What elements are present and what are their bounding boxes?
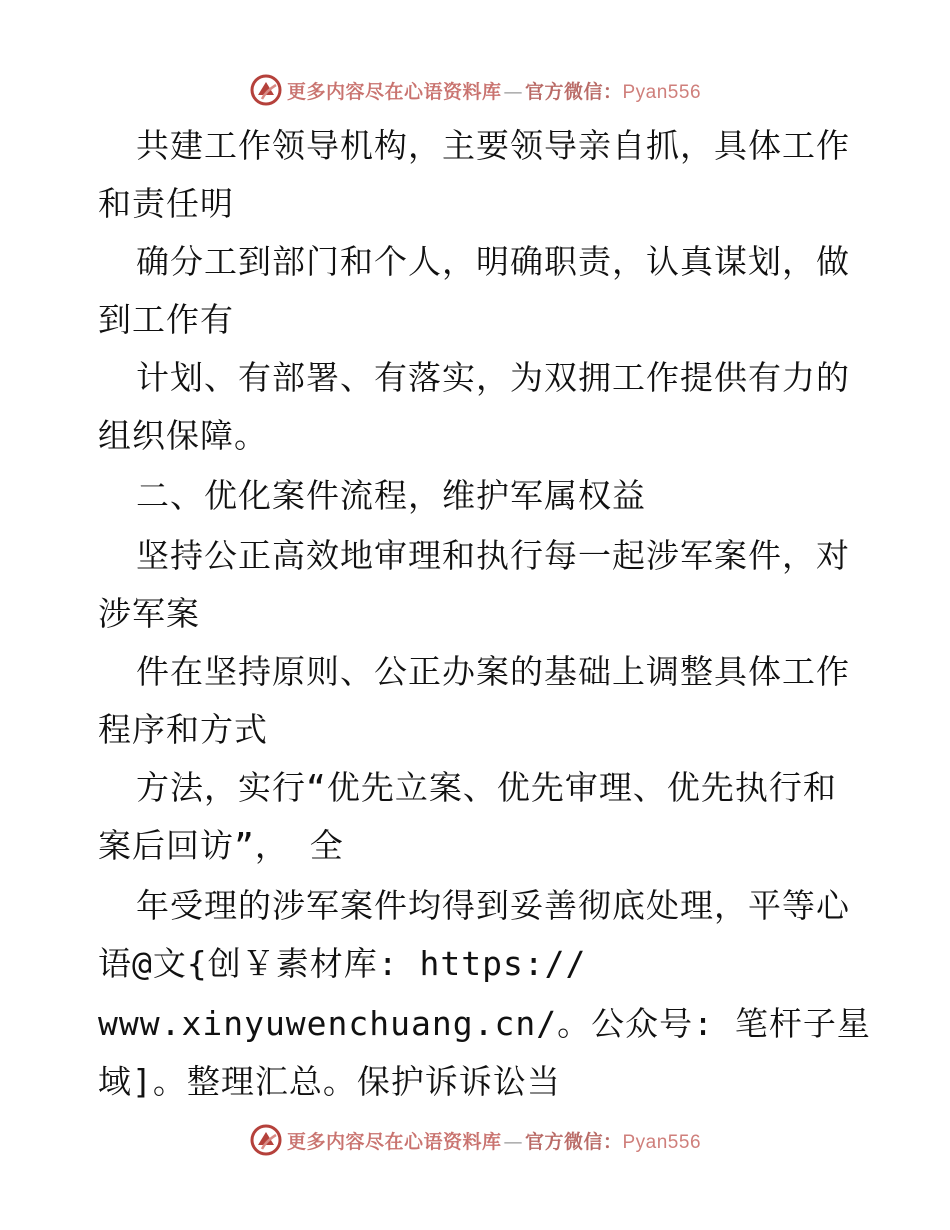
body-line: 域]。整理汇总。保护诉诉讼当: [98, 1062, 561, 1101]
footer-wechat-label: 官方微信：: [524, 1130, 623, 1153]
header-site-text: 更多内容尽在心语资料库: [286, 80, 502, 103]
header-dash: —: [503, 80, 523, 103]
section-heading: 二、优化案件流程，维护军属权益: [136, 476, 646, 515]
logo-icon: [249, 1123, 283, 1157]
body-line: 确分工到部门和个人，明确职责，认真谋划，做: [136, 242, 850, 281]
header-wechat-label: 官方微信：: [524, 80, 623, 103]
header-wechat-id: Pyan556: [622, 81, 702, 103]
body-line: 计划、有部署、有落实，为双拥工作提供有力的: [136, 358, 850, 397]
body-line: 件在坚持原则、公正办案的基础上调整具体工作: [136, 652, 850, 691]
body-line: 方法，实行“优先立案、优先审理、优先执行和: [136, 768, 837, 807]
body-line: 坚持公正高效地审理和执行每一起涉军案件，对: [136, 536, 850, 575]
body-line: 案后回访”， 全: [98, 826, 344, 865]
body-line: 和责任明: [98, 184, 234, 223]
body-line: 程序和方式: [98, 710, 268, 749]
body-line: 共建工作领导机构，主要领导亲自抓，具体工作: [136, 126, 850, 165]
footer-dash: —: [503, 1130, 523, 1153]
body-line: www.xinyuwenchuang.cn/。公众号: 笔杆子星: [98, 1004, 871, 1043]
body-line: 年受理的涉军案件均得到妥善彻底处理，平等心: [136, 886, 850, 925]
body-line: 涉军案: [98, 594, 200, 633]
footer-site-text: 更多内容尽在心语资料库: [286, 1130, 502, 1153]
body-line: 组织保障。: [98, 416, 268, 455]
footer-wechat-id: Pyan556: [622, 1131, 702, 1153]
body-line: 语@文{创￥素材库: https://: [98, 944, 587, 983]
footer-banner-text: [287, 1127, 701, 1154]
footer-banner: [0, 1120, 950, 1160]
body-line: 到工作有: [98, 300, 234, 339]
